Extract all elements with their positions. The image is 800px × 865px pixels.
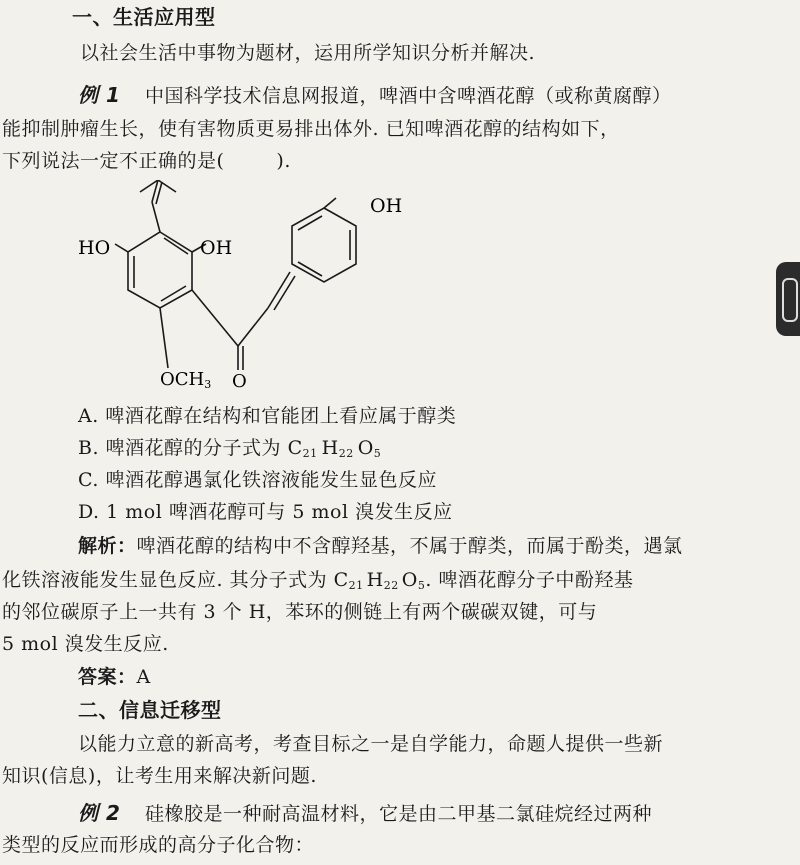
section1-heading: 一、生活应用型 — [72, 5, 216, 29]
label-ho-left: HO — [78, 237, 111, 259]
section1-intro: 以社会生活中事物为题材，运用所学知识分析并解决. — [80, 42, 536, 64]
answer-label: 答案： — [78, 666, 137, 688]
example2-tag: 例 2 — [78, 801, 121, 825]
section2-heading: 二、信息迁移型 — [78, 698, 222, 722]
analysis-line2: 化铁溶液能发生显色反应. 其分子式为 $C_{21}$ $H_{22}$ $O_5$. 啤酒花醇分子中酚羟基 — [2, 569, 634, 592]
example1-tag: 例 1 — [78, 83, 121, 107]
example1-line1 — [78, 82, 671, 109]
xanthohumol-structure — [60, 180, 440, 395]
analysis-label: 解析： — [78, 535, 137, 557]
analysis-line4: 5 mol 溴发生反应. — [2, 633, 169, 655]
example1-question: 下列说法一定不正确的是( — [2, 150, 225, 172]
label-o-carbonyl: O — [232, 371, 247, 392]
option-b: B. 啤酒花醇的分子式为 $C_{21}$ $H_{22}$ $O_5$ — [78, 437, 382, 460]
example1-text1: 中国科学技术信息网报道，啤酒中含啤酒花醇（或称黄腐醇） — [144, 85, 672, 107]
example1-line3: 下列说法一定不正确的是( ). — [2, 150, 291, 172]
section2-line2: 知识(信息)，让考生用来解决新问题. — [2, 765, 317, 787]
option-a: A. 啤酒花醇在结构和官能团上看应属于醇类 — [78, 405, 457, 427]
label-oh-mid: OH — [200, 237, 233, 259]
example2-line2: 类型的反应而形成的高分子化合物： — [2, 834, 315, 856]
label-oh-top: OH — [370, 195, 403, 217]
example2-line1: 例 2 硅橡胶是一种耐高温材料，它是由二甲基二氯硅烷经过两种 — [78, 801, 652, 825]
option-d: D. 1 mol 啤酒花醇可与 5 mol 溴发生反应 — [78, 501, 453, 523]
section2-line1: 以能力立意的新高考，考查目标之一是自学能力，命题人提供一些新 — [78, 733, 664, 755]
answer-line — [78, 664, 151, 690]
analysis-line3: 的邻位碳原子上一共有 3 个 H，苯环的侧链上有两个碳碳双键，可与 — [2, 601, 598, 623]
page-edge-tab — [776, 262, 800, 336]
answer-value: A — [136, 666, 151, 688]
label-och3: OCH3 — [160, 369, 212, 391]
option-c: C. 啤酒花醇遇氯化铁溶液能发生显色反应 — [78, 469, 437, 491]
example1-line2: 能抑制肿瘤生长，使有害物质更易排出体外. 已知啤酒花醇的结构如下， — [2, 118, 620, 140]
analysis-line1: 解析：啤酒花醇的结构中不含醇羟基，不属于醇类，而属于酚类，遇氯 — [78, 535, 683, 557]
